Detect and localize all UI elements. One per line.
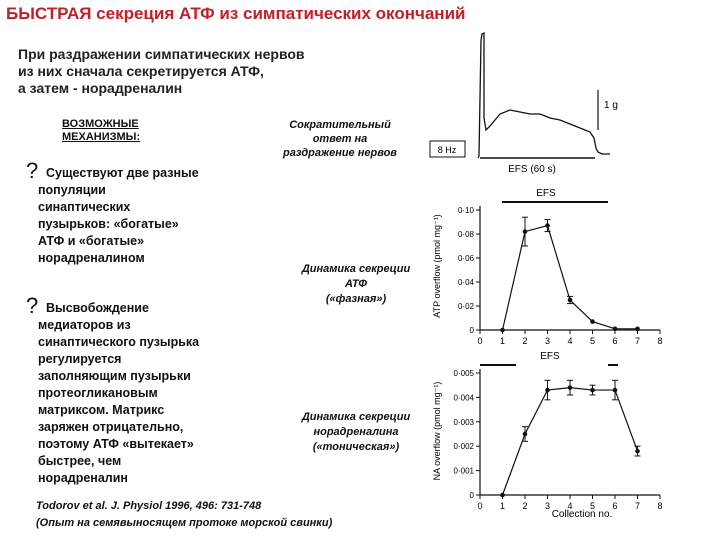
y-tick-label: 0·003	[453, 417, 474, 427]
data-point	[523, 432, 528, 437]
y-tick-label: 0·005	[453, 369, 474, 378]
atp-chart	[420, 180, 700, 350]
na-dynamics-line: Динамика секреции	[301, 411, 411, 423]
na-dynamics-line: («тоническая»)	[312, 441, 400, 453]
data-point	[568, 385, 573, 390]
y-tick-label: 0·10	[457, 206, 474, 215]
mechanisms-heading	[62, 118, 140, 144]
y-axis-label: ATP overflow (pmol mg⁻¹)	[432, 214, 442, 318]
hypothesis-line: медиаторов из	[38, 318, 131, 332]
mechanisms-heading-line: МЕХАНИЗМЫ:	[62, 131, 141, 143]
contraction-label	[270, 118, 410, 160]
x-tick-label: 4	[567, 501, 573, 511]
question-mark: ?	[26, 158, 39, 183]
y-tick-label: 0·08	[457, 230, 474, 239]
contraction-label-line: раздражение нервов	[283, 147, 397, 159]
contraction-label-line: ответ на	[312, 133, 368, 145]
y-axis-label: NA overflow (pmol mg⁻¹)	[432, 381, 442, 481]
x-tick-label: 0	[477, 501, 483, 511]
intro-line: При раздражении симпатических нервов	[18, 46, 305, 62]
y-tick-label: 0	[469, 491, 474, 500]
question-mark: ?	[26, 293, 39, 318]
data-point	[635, 327, 640, 332]
chart-title: EFS	[536, 188, 556, 199]
x-tick-label: 5	[589, 336, 596, 346]
scale-label: 1 g	[604, 100, 618, 111]
y-tick-label: 0·001	[453, 466, 474, 476]
data-point	[500, 328, 505, 333]
x-tick-label: 6	[612, 501, 618, 511]
reference-line: (Опыт на семявыносящем протоке морской свинки)	[36, 517, 333, 529]
intro-text	[18, 46, 305, 97]
hypothesis-line: пузырьков: «богатые»	[38, 217, 179, 231]
slide-title: БЫСТРАЯ секреция АТФ из симпатических окончаний	[6, 4, 466, 23]
x-tick-label: 0	[477, 336, 483, 346]
x-tick-label: 1	[499, 336, 506, 346]
data-point	[613, 388, 618, 393]
data-point	[500, 493, 505, 498]
x-tick-label: 2	[522, 336, 528, 346]
intro-line: из них сначала секретируется АТФ,	[18, 63, 264, 79]
x-tick-label: 4	[567, 336, 573, 346]
hypothesis-line: протеогликановым	[38, 386, 158, 400]
x-tick-label: 7	[634, 501, 641, 511]
data-point	[590, 388, 595, 393]
hypothesis-line: заполняющим пузырьки	[38, 369, 191, 383]
hypothesis-line: АТФ и «богатые»	[38, 234, 145, 248]
hypothesis-line: поэтому АТФ «вытекает»	[38, 437, 194, 451]
hypothesis-line: синаптических	[38, 200, 131, 214]
y-tick-label: 0·04	[457, 278, 474, 287]
y-tick-label: 0·02	[457, 302, 474, 311]
data-point	[545, 388, 550, 393]
intro-line: а затем - норадреналин	[18, 80, 183, 96]
data-point	[545, 223, 550, 228]
y-tick-label: 0·06	[457, 254, 474, 263]
hypothesis-line: быстрее, чем	[38, 454, 122, 468]
atp-dynamics-line: («фазная»)	[325, 293, 387, 305]
x-tick-label: 2	[522, 501, 528, 511]
atp-dynamics-label	[292, 262, 420, 307]
chart-title: EFS	[540, 351, 560, 362]
series-line	[503, 226, 638, 330]
efs-duration-label: EFS (60 s)	[508, 164, 556, 175]
atp-dynamics-line: АТФ	[345, 278, 367, 290]
hypothesis-1-first-line: Существуют две разные	[46, 166, 199, 180]
na-chart	[420, 345, 700, 530]
data-point	[568, 298, 573, 303]
trace-line	[478, 33, 610, 158]
hypothesis-line: синаптического пузырька	[38, 335, 200, 349]
x-tick-label: 1	[499, 501, 506, 511]
na-dynamics-label	[292, 410, 420, 455]
hypothesis-line: регулируется	[38, 352, 122, 366]
x-tick-label: 7	[634, 336, 641, 346]
hypothesis-line: норадреналин	[38, 471, 128, 485]
reference	[36, 498, 332, 532]
data-point	[635, 449, 640, 454]
x-tick-label: 8	[657, 336, 663, 346]
data-point	[590, 319, 595, 324]
hypothesis-line: матриксом. Матрикс	[38, 403, 165, 417]
na-dynamics-line: норадреналина	[313, 426, 399, 438]
hypothesis-line: норадреналином	[38, 251, 145, 265]
hypothesis-1	[38, 182, 179, 267]
mechanisms-heading-line: ВОЗМОЖНЫЕ	[62, 118, 139, 130]
y-tick-label: 0	[469, 326, 474, 335]
y-tick-label: 0·004	[453, 393, 474, 403]
data-point	[523, 229, 528, 234]
x-tick-label: 5	[589, 501, 596, 511]
hypothesis-2	[38, 317, 199, 487]
reference-line: Todorov et al. J. Physiol 1996, 496: 731-748	[36, 500, 262, 512]
x-tick-label: 3	[544, 501, 551, 511]
y-tick-label: 0·002	[453, 442, 474, 452]
hypothesis-line: заряжен отрицательно,	[38, 420, 184, 434]
x-tick-label: 8	[657, 501, 663, 511]
data-point	[613, 327, 618, 332]
frequency-label: 8 Hz	[437, 145, 457, 155]
x-tick-label: 6	[612, 336, 618, 346]
atp-dynamics-line: Динамика секреции	[301, 263, 411, 275]
x-axis-label: Collection no.	[551, 509, 613, 520]
hypothesis-line: популяции	[38, 183, 106, 197]
contraction-label-line: Сократительный	[289, 119, 391, 131]
x-tick-label: 3	[544, 336, 551, 346]
hypothesis-2-first-line: Высвобождение	[46, 301, 149, 315]
